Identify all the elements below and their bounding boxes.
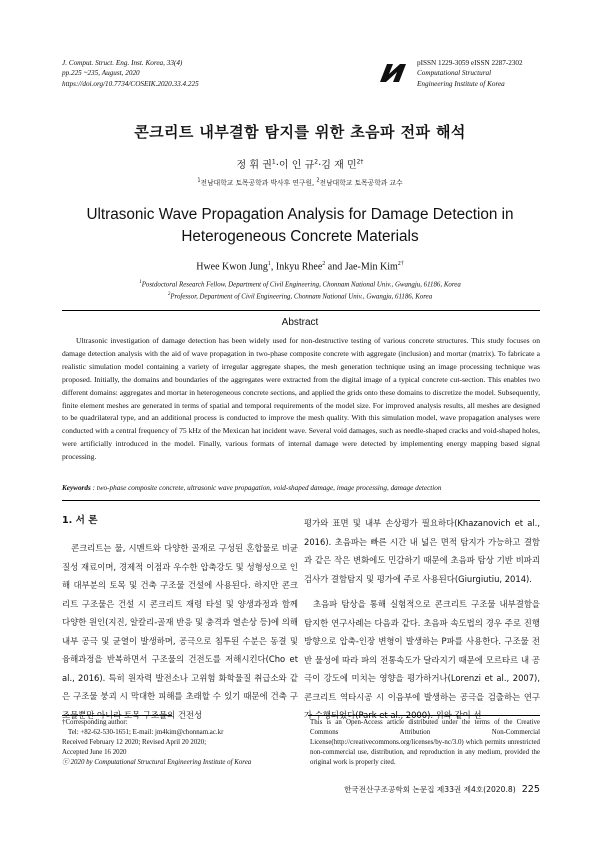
journal-doi[interactable]: https://doi.org/10.7734/COSEIK.2020.33.4.225: [62, 79, 199, 88]
cosik-logo-icon: [378, 62, 408, 84]
authors-korean: [0, 156, 600, 171]
affiliation-english: [0, 278, 600, 303]
keywords-text: two-phase composite concrete, ultrasonic wave propagation, void-shaped damage, image processing, damage detection: [96, 484, 442, 492]
journal-volume: J. Comput. Struct. Eng. Inst. Korea, 33(4): [62, 59, 183, 67]
title-line: Heterogeneous Concrete Materials: [181, 228, 419, 245]
license-notice: This is an Open-Access article distributed under the terms of the Creative Commons Attribution Non-Commercial License(http://creativecommons.org/licenses/by-nc/3.0) which permits unrestricted non-commercial use, distribution, and reproduction in any medium, provided the original work is properly cited.: [310, 719, 540, 766]
author-name: Inkyu Rhee: [275, 261, 323, 273]
author-name: Jae-Min Kim: [344, 261, 398, 273]
keywords-label: Keywords: [62, 484, 91, 492]
corresponding-author-footnote: [62, 718, 298, 768]
author-name: 김 재 민: [321, 160, 357, 171]
paper-title-english: [0, 204, 600, 248]
abstract-top-rule: [62, 310, 540, 311]
affil-text: 전남대학교 토목공학과 교수: [319, 179, 403, 187]
corresponding-label: †Corresponding author:: [62, 719, 128, 726]
accepted-date: Accepted June 16 2020: [62, 748, 127, 756]
footer-journal: 한국전산구조공학회 논문집 제33권 제4호(2020.8): [344, 785, 516, 794]
page-number: 225: [521, 784, 540, 795]
abstract-text: Ultrasonic investigation of damage detection has been widely used for non-destructive testing of various concrete structures. This study focuses on damage detection analysis with the aid of wave propagation in two-phase composite concrete with aggregate (inclusion) and mortar (matrix). To fabricate a realistic simulation model containing a variety of irregular aggregate shapes, the mesh generation technique using an image processing technique was proposed. Initially, the domains and boundaries of the aggregates were extracted from the digital image of a typical concrete cut-section. This enables two different domains: aggregates and mortar in heterogeneous concrete sections, and applied the grids onto these domains to discretize the model. Subsequently, finite element meshes are generated in terms of spatial and temporal requirements of the model size. For improved analysis results, all meshes are designed to be quadrilateral type, and an additional process is conducted to improve the mesh quality. With this simulation model, wave propagation analyses were conducted with a central frequency of 75 kHz of the Mexican hat incident wave. Several void damages, such as needle-shaped cracks and void-shaped holes, were artificially introduced in the model. Finally, various formats of internal damage were detected by implementing energy mapping based signal processing.: [62, 336, 540, 462]
keywords-separator: :: [90, 484, 97, 492]
body-left-column: [62, 514, 298, 724]
title-line: Ultrasonic Wave Propagation Analysis for Damage Detection in: [86, 206, 514, 223]
affil-text: Professor, Department of Civil Engineering, Chonnam National Univ., Gwangju, 61186, Korea: [170, 293, 433, 301]
affil-mark: 1: [197, 177, 201, 184]
author-affil-mark: 2: [314, 158, 319, 166]
author-name: 이 인 규: [278, 160, 315, 171]
author-affil-mark: 1: [267, 261, 271, 267]
body-paragraph: 콘크리트는 물, 시멘트와 다양한 골재로 구성된 혼합물로 비균질성 재료이며, 경제적 이점과 우수한 압축강도 및 성형성으로 인해 대부분의 토목 및 건축 구조물 건설에 사용된다. 하지만 콘크리트 구조물은 건설 시 콘크리트 재령 타설 및 양생과정과 함께 다양한 원인(지진, 알칼리-골재 반응 및 충격과 열손상 등)에 의해 내부 공극 및 균열이 발생하며, 공극으로 침투된 수분은 동결 및 융해과정을 반복하면서 구조물의 건전도를 저해시킨다(Cho et al., 2016). 특히 원자력 발전소나 고위험 화학물질 취급소와 같은 구조물 붕괴 시 막대한 피해를 초래할 수 있기 때문에 건축 구조물뿐만 아니라 토목 구조물의 건전성: [62, 543, 298, 720]
paper-title-korean: 콘크리트 내부결함 탐지를 위한 초음파 전파 해석: [134, 123, 466, 141]
author-affil-mark: 2†: [356, 158, 364, 166]
license-rule: [308, 715, 540, 716]
body-right-column: [304, 514, 540, 725]
received-date: Received February 12 2020; Revised April 20 2020;: [62, 738, 207, 746]
author-separator: ,: [270, 261, 276, 273]
contact-info: Tel: +82-62-530-1651; E-mail: jm4kim@chonnam.ac.kr: [68, 728, 224, 736]
issn-info: [417, 58, 523, 89]
affil-mark: 1: [139, 280, 142, 285]
keywords: [62, 484, 540, 492]
abstract-heading: Abstract: [281, 317, 319, 328]
author-affil-mark: 1: [271, 158, 276, 166]
publisher-name-line1: Computational Structural: [417, 69, 492, 78]
abstract-body: [62, 335, 540, 464]
author-name: 정 휘 권: [236, 160, 272, 171]
issn-numbers: pISSN 1229-3059 eISSN 2287-2302: [417, 59, 523, 67]
author-affil-mark: 2: [322, 261, 326, 267]
publisher-name-line2: Engineering Institute of Korea: [417, 79, 505, 88]
authors-english: [0, 261, 600, 272]
section-heading: 1. 서 론: [62, 515, 98, 526]
journal-citation: [62, 58, 199, 89]
affil-text: 전남대학교 토목공학과 박사후 연구원,: [200, 179, 317, 187]
author-separator: and: [325, 261, 345, 273]
page-footer: [300, 784, 540, 795]
body-paragraph: 평가와 표면 및 내부 손상평가 필요하다(Khazanovich et al., 2016). 초음파는 빠른 시간 내 넓은 면적 탐지가 가능하고 결함과 같은 작은 변화에도 민감하기 때문에 초음파 탐상 기반 비파괴 검사가 결함탐지 및 평가에 주로 사용된다(Giurgiutiu, 2014).: [304, 518, 540, 584]
affil-mark: 2: [167, 292, 171, 298]
footnote-rule: [62, 715, 172, 716]
affiliation-korean: [0, 177, 600, 187]
author-name: Hwee Kwon Jung: [196, 261, 268, 273]
affil-text: Postdoctoral Research Fellow, Department of Civil Engineering, Chonnam National Univ., Gwangju, 61186, Korea: [141, 281, 461, 289]
body-paragraph: 초음파 탐상을 통해 실험적으로 콘크리트 구조물 내부결함을 탐지한 연구사례는 다음과 같다. 초음파 속도법의 경우 주로 진행방향으로 압축-인장 변형이 발생하는 P파를 사용한다. 구조물 전반 물성에 따라 파의 전통속도가 달라지기 때문에 모르타르 내 공극이 강도에 미치는 영향을 평가하거나(Lorenzi et al., 2007), 콘크리트 역타시공 시 이음부에 발생하는 공극을 검출하는 연구가 수행되었다(Park et al., 2000). 위와 같이 선: [304, 599, 540, 720]
copyright-notice: ⓒ 2020 by Computational Structural Engineering Institute of Korea: [62, 758, 252, 766]
affil-mark: 2: [316, 177, 320, 184]
author-separator: ·: [318, 160, 322, 171]
author-separator: ·: [275, 160, 279, 171]
keywords-bottom-rule: [62, 500, 540, 501]
author-affil-mark: 2†: [397, 261, 404, 267]
journal-pages: pp.225 ~235, August, 2020: [62, 69, 140, 78]
